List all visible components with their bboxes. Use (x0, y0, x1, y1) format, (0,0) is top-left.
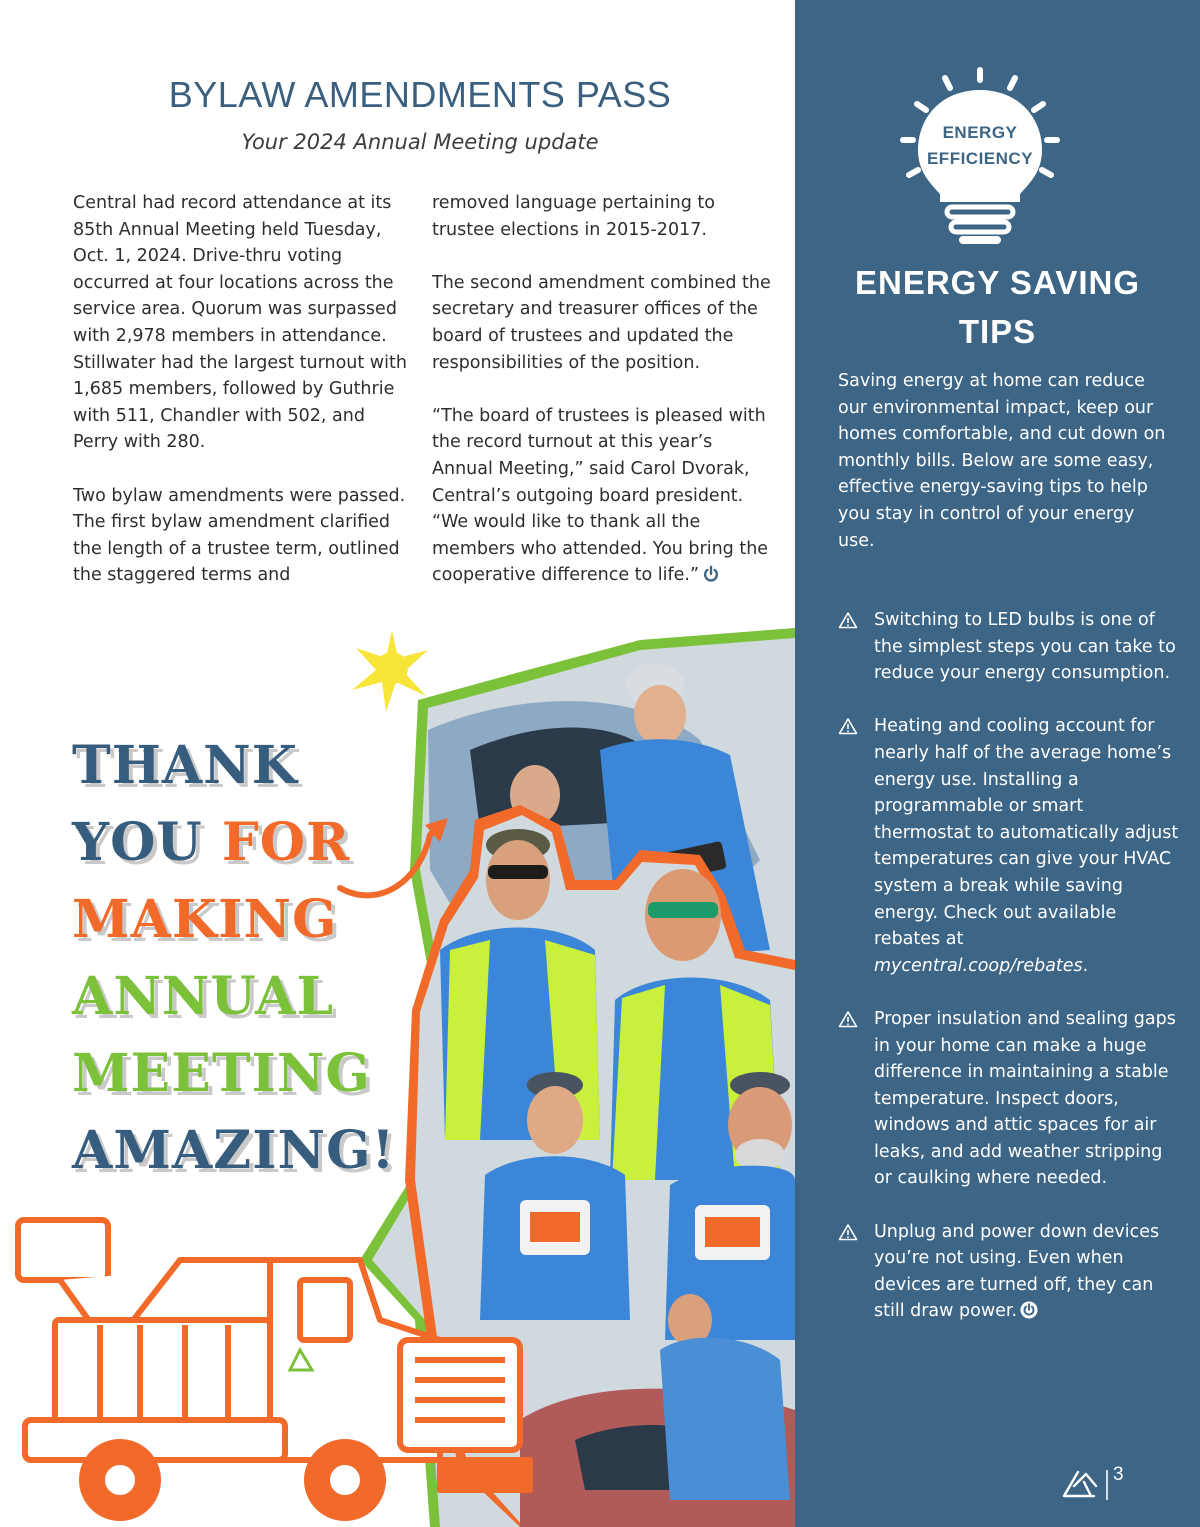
article-paragraph: The second amendment combined the secretary and treasurer offices of the board of trustees and updated the responsibilities of the position. (432, 272, 771, 373)
banner-line: MAKING (72, 889, 338, 950)
banner-line: MEETING (72, 1043, 371, 1104)
tip-text: Heating and cooling account for nearly half of the average home’s energy use. Installing a programmable or smart thermostat to automatically adjust temperatures can give your HVAC system a break while saving energy. Check out available rebates at (874, 716, 1179, 950)
tip-item (838, 713, 1183, 979)
energy-efficiency-label (908, 120, 1052, 172)
tip-item (838, 1219, 1183, 1325)
power-icon (1020, 1301, 1038, 1319)
energy-tips-sidebar (795, 0, 1200, 1527)
article-paragraph: Central had record attendance at its 85th Annual Meeting held Tuesday, Oct. 1, 2024. Drive-thru voting occurred at four locations across the service area. Quorum was surpassed with 2,978 members in attendance. Stillwater had the largest turnout with 1,685 members, followed by Guthrie with 511, Chandler with 502, and Perry with 280. (73, 193, 407, 453)
banner-line: THANK (72, 735, 298, 796)
tip-text: Switching to LED bulbs is one of the simplest steps you can take to reduce your energy consumption. (874, 610, 1176, 684)
sidebar-title-line: TIPS (958, 313, 1037, 350)
tips-list (838, 607, 1183, 1352)
power-icon (702, 565, 720, 583)
sidebar-intro: Saving energy at home can reduce our environmental impact, keep our homes comfortable, and cut down on monthly bills. Below are some easy, effective energy-saving tips to help you stay in control of your energy use. (838, 371, 1166, 551)
sidebar-title (825, 258, 1170, 356)
tip-item (838, 1006, 1183, 1192)
article-paragraph: Two bylaw amendments were passed. The first bylaw amendment clarified the length of a trustee term, outlined the staggered terms and (73, 485, 406, 586)
article-column-1 (73, 190, 413, 616)
article-title: BYLAW AMENDMENTS PASS (168, 74, 672, 115)
warning-icon (838, 1223, 858, 1241)
tip-text: Unplug and power down devices you’re not using. Even when devices are turned off, they can still draw power. (874, 1221, 1160, 1322)
banner-word: FOR (221, 812, 351, 873)
bulb-label-line: EFFICIENCY (926, 149, 1034, 168)
tip-item (838, 607, 1183, 687)
bulb-label-line: ENERGY (942, 123, 1018, 142)
warning-icon (838, 611, 858, 629)
banner-word: YOU (72, 812, 203, 873)
thank-you-banner (72, 727, 395, 1189)
banner-line (72, 804, 395, 881)
article-column-2 (432, 190, 772, 616)
tip-text: Proper insulation and sealing gaps in your home can make a huge difference in maintaining a stable temperature. Inspect doors, windows and attic spaces for air leaks, and add weather stripping or caulking where needed. (874, 1008, 1176, 1189)
article-paragraph: removed language pertaining to trustee elections in 2015-2017. (432, 193, 715, 240)
paint-splat-decoration (352, 630, 428, 712)
article-subtitle: Your 2024 Annual Meeting update (241, 130, 599, 154)
rebates-link[interactable]: mycentral.coop/rebates (874, 955, 1083, 976)
sidebar-title-line: ENERGY SAVING (854, 264, 1140, 301)
tip-text-tail: . (1082, 955, 1089, 976)
banner-line: ANNUAL (72, 966, 335, 1027)
article-paragraph-last (432, 403, 772, 589)
warning-icon (838, 1010, 858, 1028)
page-number: 3 (1113, 1464, 1124, 1485)
article-paragraph-text: “The board of trustees is pleased with the record turnout at this year’s Annual Meeting,” said Carol Dvorak, Central’s outgoing board president. “We would like to thank all the members who attended. You bring the cooperative difference to life.” (432, 405, 769, 586)
coop-logo-icon (1060, 1464, 1160, 1504)
banner-line: AMAZING! (72, 1120, 396, 1181)
warning-icon (838, 717, 858, 735)
